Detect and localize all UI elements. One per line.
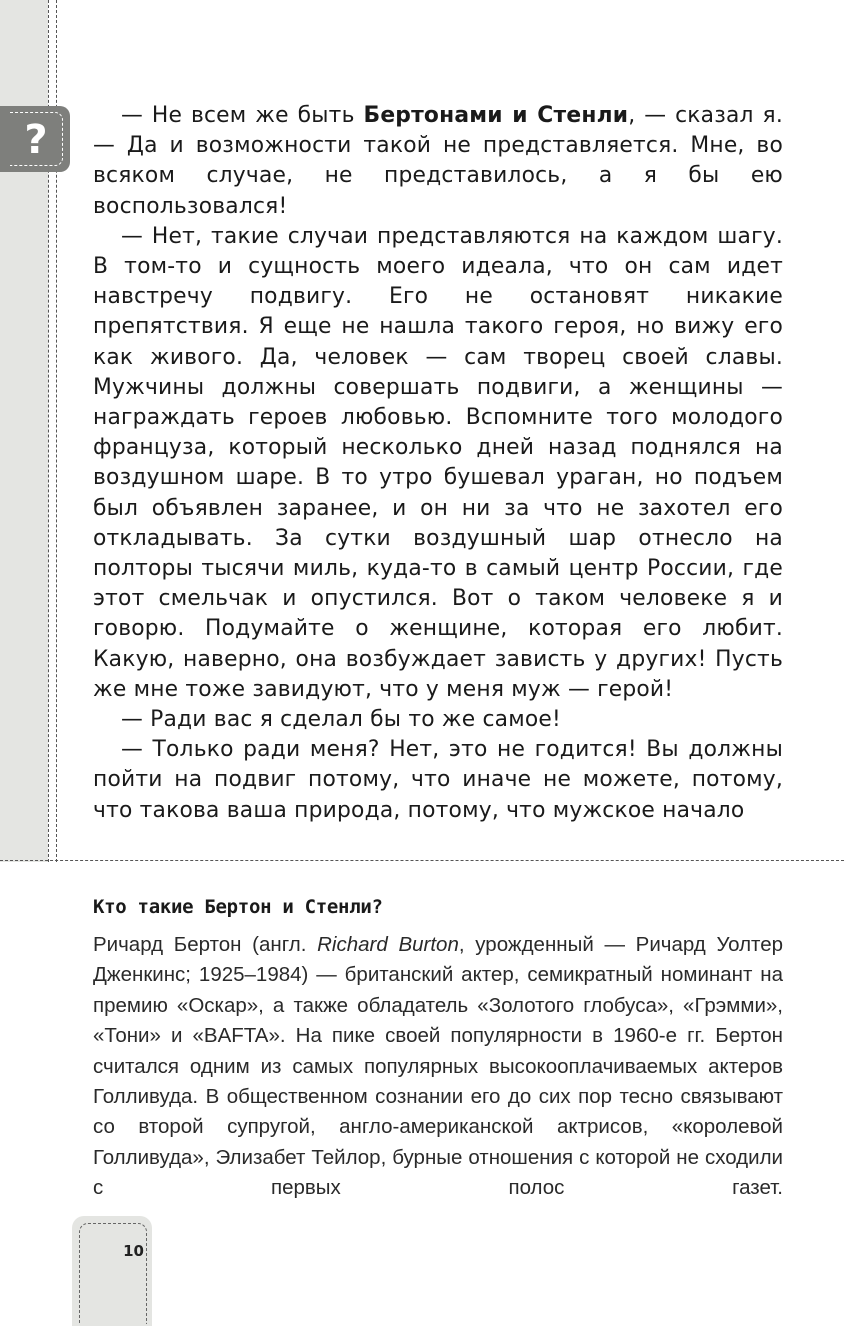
paragraph: — Только ради меня? Нет, это не годится! Вы должны пойти на подвиг потому, что иначе не можете, потому, что такова ваша природа, потому, что мужское начало — [93, 737, 783, 823]
note-title: Кто такие Бертон и Стенли? — [93, 896, 383, 918]
page-number-tab — [72, 1216, 152, 1326]
section-divider — [0, 860, 844, 861]
english-name: Richard Burton — [317, 933, 459, 956]
paragraph: — Нет, такие случаи представляются на каждом шагу. В том-то и сущность моего идеала, что он сам идет навстречу подвигу. Его не остановят никакие препятствия. Я еще не нашла такого героя, но вижу его как живого. Да, человек — сам творец своей славы. Мужчины должны совершать подвиги, а женщины — награждать героев любовью. Вспомните того молодого француза, который несколько дней назад поднялся на воздушном шаре. В то утро бушевал ураган, но подъем был объявлен заранее, и он ни за что не захотел его откладывать. За сутки воздушный шар отнесло на полторы тысячи миль, куда-то в самый центр России, где этот смельчак и опустился. Вот о таком человеке я и говорю. Подумайте о женщине, которая его любит. Какую, наверно, она возбуждает зависть у других! Пусть же мне тоже завидуют, что у меня муж — герой! — [93, 223, 783, 702]
page-number: 10 — [123, 1242, 144, 1260]
main-story-text — [93, 101, 783, 826]
highlighted-term: Бертонами и Стенли — [363, 103, 629, 128]
question-marker-tab — [0, 106, 70, 172]
paragraph: — Ради вас я сделал бы то же самое! — [121, 707, 561, 733]
note-body: Ричард Бертон (англ. Richard Burton, урожденный — Ричард Уолтер Дженкинс; 1925–1984) — британский актер, семикратный номинант на премию «Оскар», а также обладатель «Золотого глобуса», «Грэмми», «Тони» и «BAFTA». На пике своей популярности в 1960-е гг. Бертон считался одним из самых популярных высокооплачиваемых актеров Голливуда. В общественном сознании его до сих пор тесно связывают со второй супругой, англо-американской актрисов, «королевой Голливуда», Элизабет Тейлор, бурные отношения с которой не сходили с первых полос газет. — [93, 933, 783, 1200]
question-mark-icon: ? — [10, 112, 63, 166]
paragraph: — Не всем же быть Бертонами и Стенли, — сказал я. — Да и возможности такой не представляется. Мне, во всяком случае, не представилось, а я бы ею воспользовался! — [93, 103, 783, 219]
